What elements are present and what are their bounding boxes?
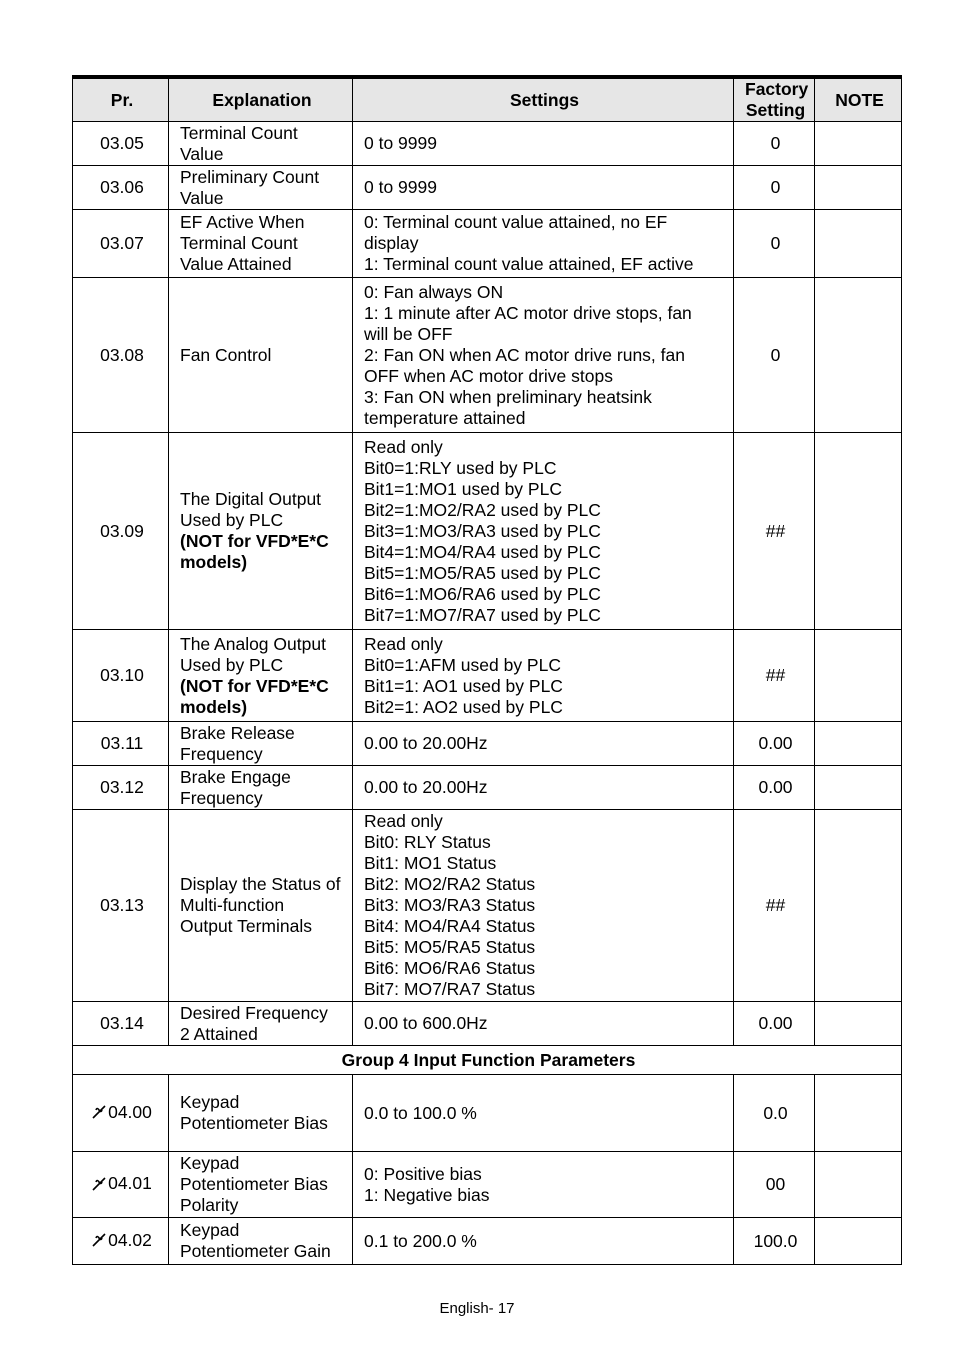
parameter-table (72, 75, 902, 1265)
cell-note (815, 810, 902, 1002)
cell-note (815, 278, 902, 433)
text-line: Keypad (180, 1220, 240, 1240)
run-time-adjustable-icon (92, 1233, 106, 1247)
cell-explanation (169, 433, 353, 630)
text-line: EF Active When (180, 212, 305, 232)
cell-factory-setting (734, 1152, 815, 1218)
cell-settings (353, 1218, 734, 1265)
text-line: Potentiometer Bias (180, 1113, 328, 1133)
cell-note (815, 1002, 902, 1046)
text-line: Bit7: MO7/RA7 Status (364, 979, 536, 999)
text-line: Bit1=1:MO1 used by PLC (364, 478, 562, 499)
text-line: Bit0=1:RLY used by PLC (364, 457, 557, 478)
table-row (73, 210, 902, 278)
cell-explanation (169, 722, 353, 766)
cell-settings (353, 1152, 734, 1218)
text-line: Polarity (180, 1195, 239, 1215)
cell-factory-setting (734, 166, 815, 210)
text-line: OFF when AC motor drive stops (364, 365, 613, 386)
text-line: 0: Terminal count value attained, no EF (364, 212, 668, 232)
pr-with-icon (92, 1230, 152, 1251)
text-line: Preliminary Count (180, 166, 320, 187)
text-line: Used by PLC (180, 654, 284, 675)
table-row (73, 722, 902, 766)
cell-pr (73, 122, 169, 166)
text-line: Frequency (180, 787, 263, 808)
cell-note (815, 210, 902, 278)
text-line: Bit1: MO1 Status (364, 853, 497, 873)
text-line: 0 to 9999 (364, 177, 437, 197)
text-line: Read only (364, 811, 443, 831)
table-row (73, 122, 902, 166)
text-line: 0: Fan always ON (364, 281, 504, 302)
factory-value: 100.0 (753, 1230, 798, 1251)
cell-explanation (169, 1218, 353, 1265)
text-line: 3: Fan ON when preliminary heatsink (364, 386, 652, 407)
cell-explanation (169, 1002, 353, 1046)
header-note: NOTE (815, 77, 902, 122)
pr-code: 03.06 (100, 177, 144, 197)
cell-explanation (169, 766, 353, 810)
cell-note (815, 722, 902, 766)
explanation-note-line: models) (180, 552, 248, 572)
cell-pr (73, 1002, 169, 1046)
text-line: Bit6=1:MO6/RA6 used by PLC (364, 583, 601, 604)
cell-note (815, 1218, 902, 1265)
text-line: The Analog Output (180, 633, 326, 654)
cell-factory-setting (734, 1002, 815, 1046)
text-line: will be OFF (364, 323, 453, 344)
cell-settings (353, 166, 734, 210)
cell-explanation (169, 122, 353, 166)
text-line: Keypad (180, 1092, 240, 1112)
cell-note (815, 166, 902, 210)
table-row (73, 766, 902, 810)
run-time-adjustable-icon (92, 1105, 106, 1119)
text-line: Bit7=1:MO7/RA7 used by PLC (364, 604, 601, 625)
text-line: Used by PLC (180, 510, 284, 530)
text-line: Terminal Count (180, 122, 298, 143)
pr-with-icon (92, 1102, 152, 1123)
cell-pr (73, 278, 169, 433)
text-line: 1: Terminal count value attained, EF active (364, 254, 694, 274)
text-line: 0.1 to 200.0 % (364, 1230, 477, 1251)
text-line: 0.0 to 100.0 % (364, 1102, 477, 1123)
cell-factory-setting (734, 810, 815, 1002)
text-line: Potentiometer Bias (180, 1174, 328, 1194)
text-line: Bit5=1:MO5/RA5 used by PLC (364, 562, 601, 583)
cell-factory-setting (734, 1075, 815, 1152)
text-line: Brake Engage (180, 766, 291, 787)
text-line: Bit5: MO5/RA5 Status (364, 937, 536, 957)
factory-value: 0 (770, 177, 781, 197)
cell-settings (353, 1002, 734, 1046)
factory-value: 0.0 (763, 1102, 788, 1123)
pr-code: 03.12 (100, 777, 144, 797)
header-factory-line2: Setting (745, 100, 806, 120)
explanation-note-line: (NOT for VFD*E*C (180, 531, 329, 551)
table-row (73, 1218, 902, 1265)
text-line: Bit1=1: AO1 used by PLC (364, 675, 563, 696)
cell-factory-setting (734, 278, 815, 433)
text-line: Bit4=1:MO4/RA4 used by PLC (364, 541, 601, 562)
text-line: Read only (364, 436, 443, 457)
text-line: Potentiometer Gain (180, 1241, 331, 1261)
text-line: Terminal Count (180, 233, 298, 253)
text-line: Value (180, 143, 224, 164)
explanation-note-line: models) (180, 696, 248, 717)
cell-settings (353, 630, 734, 722)
factory-value: 0.00 (758, 1013, 793, 1033)
header-pr: Pr. (73, 77, 169, 122)
header-factory-line1: Factory (745, 79, 809, 99)
cell-settings (353, 766, 734, 810)
text-line: 0 to 9999 (364, 133, 437, 153)
cell-pr (73, 1152, 169, 1218)
table-row (73, 1152, 902, 1218)
cell-factory-setting (734, 630, 815, 722)
cell-explanation (169, 166, 353, 210)
text-line: 2: Fan ON when AC motor drive runs, fan (364, 344, 685, 365)
pr-code: 03.07 (100, 233, 144, 253)
cell-settings (353, 722, 734, 766)
table-row (73, 630, 902, 722)
text-line: display (364, 233, 419, 253)
table-header-row (73, 77, 902, 122)
pr-code: 03.05 (100, 133, 144, 153)
text-line: Frequency (180, 743, 263, 764)
factory-value: 00 (765, 1174, 786, 1194)
pr-with-icon (92, 1173, 152, 1194)
cell-settings (353, 433, 734, 630)
factory-value: ## (765, 665, 786, 685)
text-line: 0.00 to 600.0Hz (364, 1013, 488, 1033)
explanation-note-line: (NOT for VFD*E*C (180, 675, 329, 696)
text-line: Multi-function (180, 895, 285, 915)
cell-explanation (169, 630, 353, 722)
cell-settings (353, 122, 734, 166)
pr-code: 03.11 (100, 733, 144, 753)
cell-note (815, 1075, 902, 1152)
text-line: Value Attained (180, 254, 292, 274)
header-factory-setting (734, 77, 815, 122)
factory-value: ## (765, 895, 786, 915)
cell-pr (73, 766, 169, 810)
cell-pr (73, 810, 169, 1002)
text-line: Bit2=1:MO2/RA2 used by PLC (364, 499, 601, 520)
cell-explanation (169, 1152, 353, 1218)
cell-pr (73, 630, 169, 722)
text-line: Fan Control (180, 344, 272, 365)
text-line: Desired Frequency (180, 1002, 328, 1023)
cell-explanation (169, 810, 353, 1002)
table-row (73, 1002, 902, 1046)
text-line: Bit6: MO6/RA6 Status (364, 958, 536, 978)
factory-value: 0 (770, 233, 781, 253)
text-line: Bit0=1:AFM used by PLC (364, 654, 561, 675)
text-line: Output Terminals (180, 916, 312, 936)
cell-note (815, 630, 902, 722)
factory-value: ## (765, 520, 786, 541)
text-line: Bit0: RLY Status (364, 832, 491, 852)
factory-value: 0 (770, 344, 781, 365)
factory-value: 0 (770, 133, 781, 153)
pr-code: 04.01 (108, 1173, 152, 1194)
text-line: Value (180, 187, 224, 208)
cell-pr (73, 166, 169, 210)
text-line: 0.00 to 20.00Hz (364, 777, 488, 797)
text-line: Keypad (180, 1153, 240, 1173)
cell-factory-setting (734, 122, 815, 166)
text-line: Bit4: MO4/RA4 Status (364, 916, 536, 936)
pr-code: 04.02 (108, 1229, 152, 1250)
cell-factory-setting (734, 722, 815, 766)
cell-explanation (169, 278, 353, 433)
cell-note (815, 766, 902, 810)
cell-pr (73, 210, 169, 278)
pr-code: 03.09 (100, 520, 144, 541)
table-row (73, 810, 902, 1002)
text-line: 0: Positive bias (364, 1163, 482, 1184)
pr-code: 03.08 (100, 344, 144, 365)
pr-code: 04.00 (108, 1101, 152, 1122)
cell-note (815, 1152, 902, 1218)
text-line: 0.00 to 20.00Hz (364, 733, 488, 753)
text-line: Bit3: MO3/RA3 Status (364, 895, 536, 915)
text-line: Display the Status of (180, 874, 341, 894)
page-footer: English- 17 (439, 1300, 515, 1317)
text-line: 1: 1 minute after AC motor drive stops, fan (364, 302, 692, 323)
table-row (73, 166, 902, 210)
header-settings: Settings (353, 77, 734, 122)
text-line: Bit3=1:MO3/RA3 used by PLC (364, 520, 601, 541)
table-row (73, 278, 902, 433)
cell-pr (73, 1075, 169, 1152)
text-line: Read only (364, 633, 443, 654)
text-line: temperature attained (364, 407, 526, 428)
cell-settings (353, 810, 734, 1002)
factory-value: 0.00 (758, 733, 793, 753)
text-line: 2 Attained (180, 1023, 258, 1044)
pr-code: 03.13 (100, 895, 144, 915)
text-line: Bit2=1: AO2 used by PLC (364, 696, 563, 717)
factory-value: 0.00 (758, 777, 793, 797)
group-header-row (73, 1046, 902, 1075)
cell-pr (73, 1218, 169, 1265)
cell-factory-setting (734, 1218, 815, 1265)
cell-settings (353, 210, 734, 278)
text-line: Brake Release (180, 722, 295, 743)
cell-settings (353, 1075, 734, 1152)
cell-settings (353, 278, 734, 433)
pr-code: 03.10 (100, 665, 144, 685)
cell-pr (73, 722, 169, 766)
cell-pr (73, 433, 169, 630)
header-explanation: Explanation (169, 77, 353, 122)
cell-factory-setting (734, 766, 815, 810)
group-title: Group 4 Input Function Parameters (73, 1046, 902, 1075)
pr-code: 03.14 (100, 1013, 144, 1033)
cell-explanation (169, 1075, 353, 1152)
cell-note (815, 433, 902, 630)
cell-note (815, 122, 902, 166)
table-row (73, 433, 902, 630)
table-row (73, 1075, 902, 1152)
cell-explanation (169, 210, 353, 278)
cell-factory-setting (734, 433, 815, 630)
text-line: Bit2: MO2/RA2 Status (364, 874, 536, 894)
run-time-adjustable-icon (92, 1177, 106, 1191)
cell-factory-setting (734, 210, 815, 278)
text-line: The Digital Output (180, 489, 322, 509)
text-line: 1: Negative bias (364, 1184, 490, 1205)
